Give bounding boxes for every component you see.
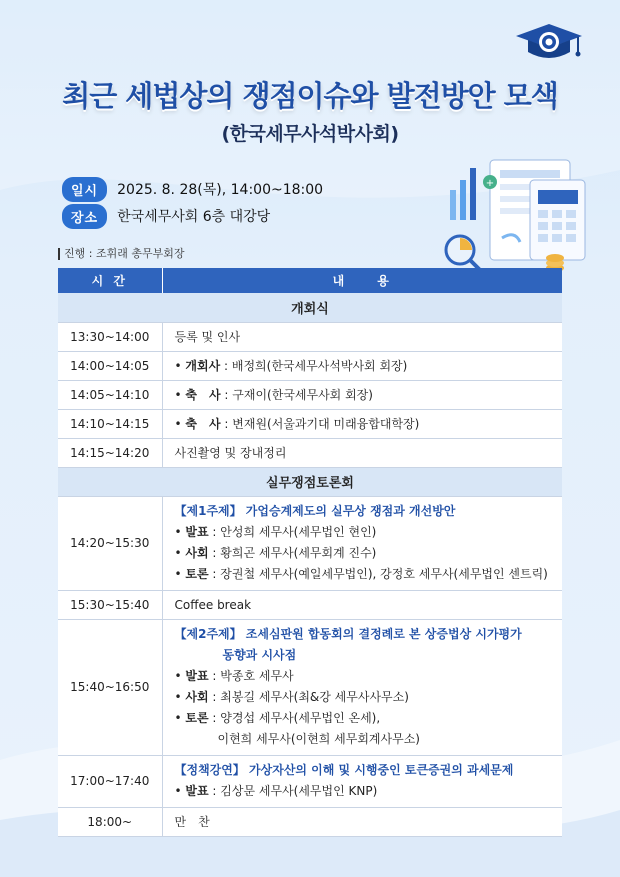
speaker: 배정희(한국세무사석박사회 회장) [231, 359, 408, 373]
row-content: • 축 사 : 구재이(한국세무사회 회장) [162, 380, 562, 409]
page-subtitle: (한국세무사석박사회) [221, 123, 399, 145]
topic-title: 【정책강연】 가상자산의 이해 및 시행중인 토큰증권의 과세문제 [174, 762, 514, 777]
row-time: 13:30~14:00 [58, 322, 162, 351]
topic-title: 【제2주제】 조세심판원 합동회의 결정례로 본 상증법상 시가평가 [174, 626, 522, 641]
date-badge: 일시 [62, 177, 107, 202]
table-row [58, 409, 562, 438]
place-row [62, 205, 270, 227]
speaker: 변재원(서울과기대 미래융합대학장) [232, 417, 420, 431]
speaker: 구재이(한국세무사회 회장) [232, 388, 373, 402]
topic-line: • 발표 : 김상문 세무사(세무법인 KNP) [174, 783, 378, 798]
topic-line: • 사회 : 최봉길 세무사(최&강 세무사사무소) [174, 689, 409, 704]
table-row [58, 619, 562, 755]
row-content [162, 496, 562, 590]
row-content: 사진촬영 및 장내정리 [162, 438, 562, 467]
row-time: 18:00~ [58, 807, 162, 836]
table-header-row [58, 268, 562, 293]
table-row [58, 755, 562, 807]
row-content: 등록 및 인사 [162, 322, 562, 351]
schedule-table [58, 268, 562, 837]
topic-line: • 토론 : 장권철 세무사(예일세무법인), 강정호 세무사(세무법인 센트릭) [174, 566, 548, 581]
row-content [162, 619, 562, 755]
topic-line: • 토론 : 양경섭 세무사(세무법인 온세), [174, 710, 381, 725]
row-time: 15:40~16:50 [58, 619, 162, 755]
place-value: 한국세무사회 6층 대강당 [117, 209, 271, 225]
table-row [58, 322, 562, 351]
row-time: 14:20~15:30 [58, 496, 162, 590]
header-content: 내 용 [162, 268, 562, 293]
table-row [58, 380, 562, 409]
role-label: 축 사 [185, 388, 221, 402]
row-content: Coffee break [162, 590, 562, 619]
row-time: 14:05~14:10 [58, 380, 162, 409]
row-content: • 축 사 : 변재원(서울과기대 미래융합대학장) [162, 409, 562, 438]
row-time: 15:30~15:40 [58, 590, 162, 619]
row-content [162, 755, 562, 807]
topic-line: • 발표 : 박종호 세무사 [174, 668, 294, 683]
table-row [58, 351, 562, 380]
row-time: 17:00~17:40 [58, 755, 162, 807]
date-row [62, 178, 323, 200]
svg-text:+: + [485, 178, 495, 189]
table-row [58, 590, 562, 619]
row-time: 14:00~14:05 [58, 351, 162, 380]
place-badge: 장소 [62, 204, 107, 229]
section-row [58, 293, 562, 322]
topic-line-continued: 이현희 세무사(이현희 세무회계사무소) [217, 731, 420, 746]
tax-document-illustration [420, 150, 600, 280]
date-value: 2025. 8. 28(목), 14:00~18:00 [117, 182, 324, 198]
topic-line: • 사회 : 황희곤 세무사(세무회계 진수) [174, 545, 377, 560]
graduation-cap-logo [514, 22, 584, 68]
table-row [58, 496, 562, 590]
header-time: 시 간 [58, 268, 162, 293]
section-title-opening: 개회식 [58, 293, 562, 322]
section-row [58, 467, 562, 496]
role-label: 개회사 [185, 359, 221, 373]
page-title: 최근 세법상의 쟁점이슈와 발전방안 모색 [62, 79, 558, 113]
role-label: 축 사 [185, 417, 221, 431]
topic-title-continued: 동향과 시사점 [222, 647, 297, 662]
row-content: • 개회사 : 배정희(한국세무사석박사회 회장) [162, 351, 562, 380]
table-row [58, 438, 562, 467]
topic-line: • 발표 : 안성희 세무사(세무법인 현인) [174, 524, 377, 539]
host-note: 진행 : 조휘래 총무부회장 [58, 248, 184, 260]
row-time: 14:15~14:20 [58, 438, 162, 467]
row-content: 만 찬 [162, 807, 562, 836]
section-title-forum: 실무쟁점토론회 [58, 467, 562, 496]
row-time: 14:10~14:15 [58, 409, 162, 438]
table-row [58, 807, 562, 836]
topic-title: 【제1주제】 가업승계제도의 실무상 쟁점과 개선방안 [174, 503, 456, 518]
